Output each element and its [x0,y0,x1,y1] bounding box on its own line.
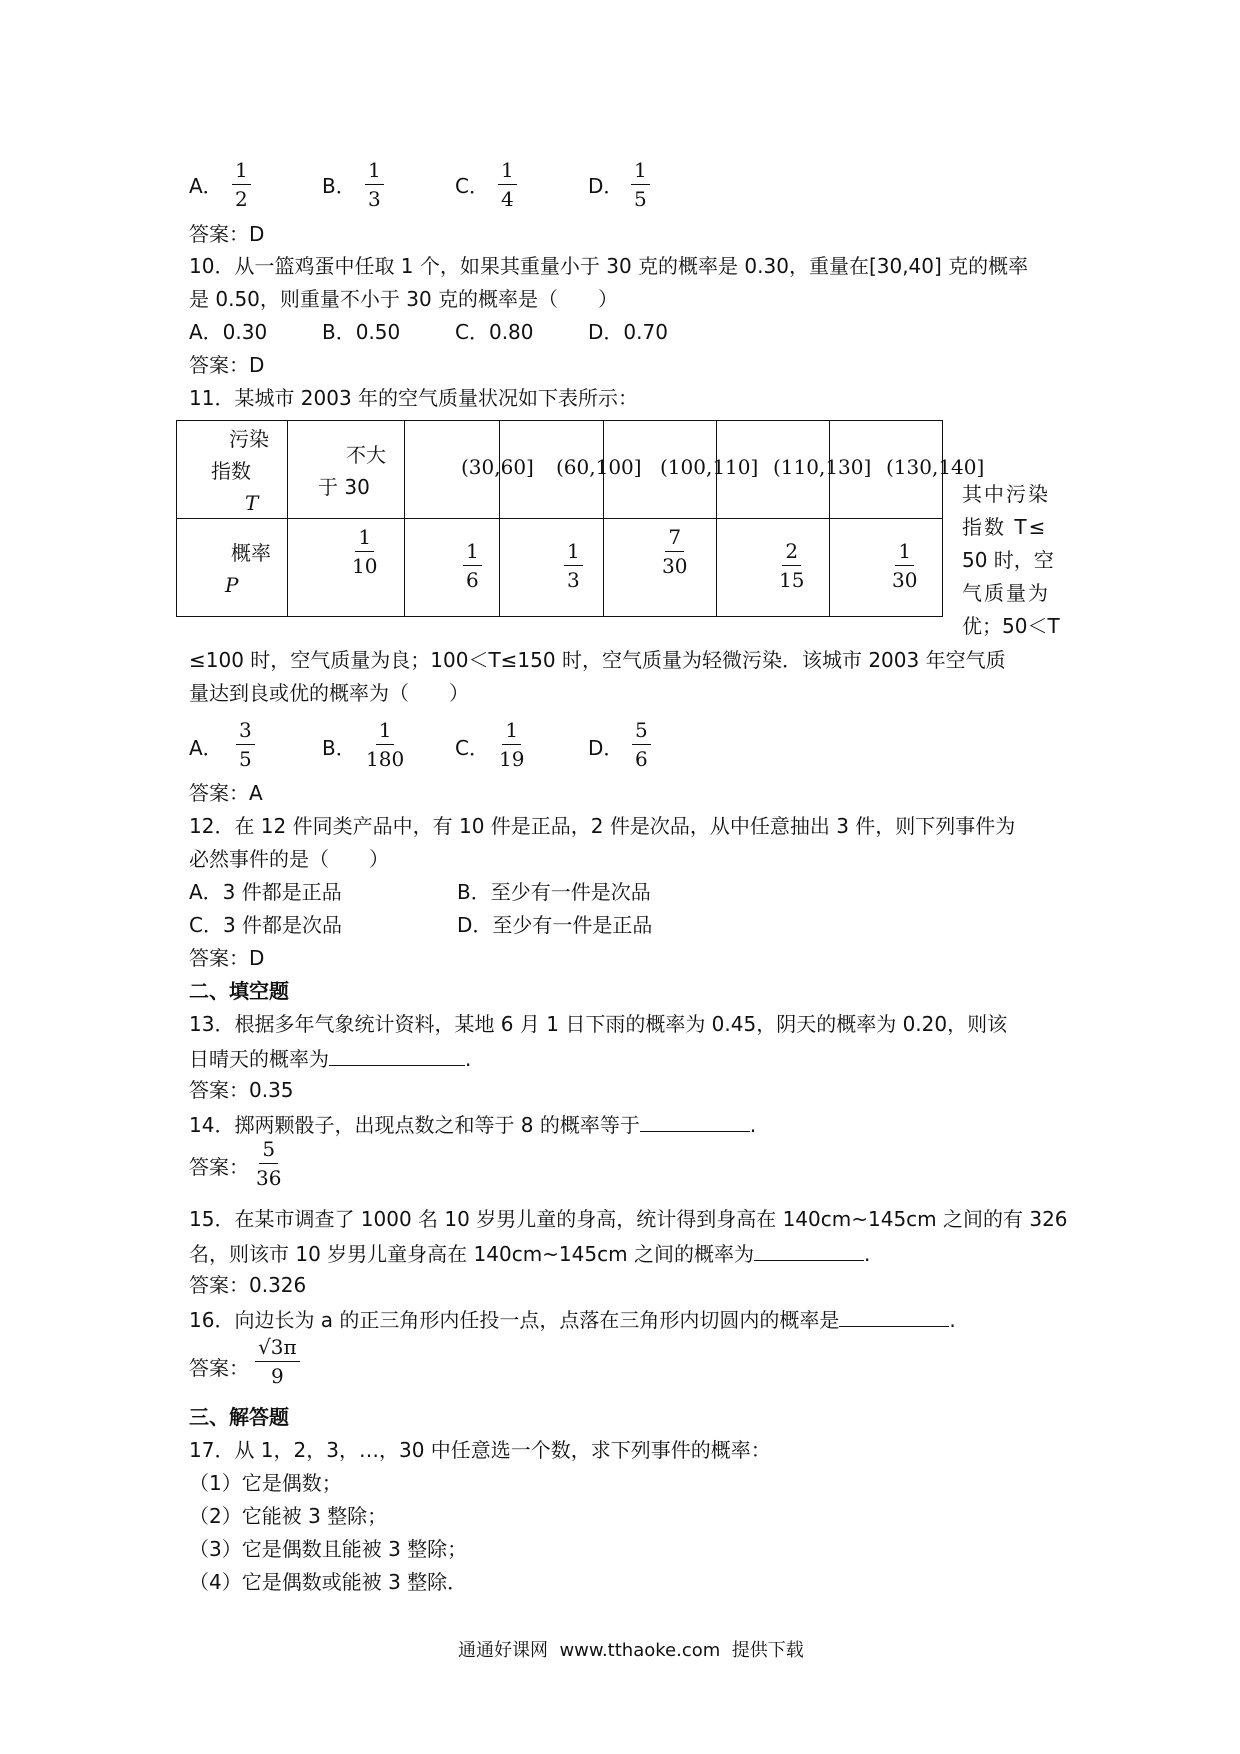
denominator: 3 [567,568,580,592]
range-label: (60,100] [556,455,642,479]
numerator: 1 [365,160,384,185]
denominator: 6 [635,747,648,771]
table-cell-probability [405,519,500,617]
q12-answer: 答案：D [189,946,265,970]
q17-item-4: （4）它是偶数或能被 3 整除． [189,1570,468,1594]
q13-stem-line2 [189,1047,471,1069]
side-line: 气质量为 [962,581,1050,605]
table-cell-range [830,421,985,519]
header-line: 指数 [211,459,251,483]
side-line: 50 时，空 [962,548,1054,572]
q9-option-d-letter: D． [588,174,624,198]
q9-option-b-letter: B． [322,174,356,198]
numerator: 1 [376,720,395,745]
q9-answer: 答案：D [189,222,265,246]
numerator: 1 [355,527,374,552]
q11-stem-line4: 量达到良或优的概率为（ ） [189,681,469,705]
side-line: 其中污染 [962,482,1050,506]
q12-option-b: B．至少有一件是次品 [457,880,651,904]
period: . [465,1047,472,1071]
stem-text: 名，则该市 10 岁男儿童身高在 140cm~145cm 之间的概率为 [189,1242,754,1266]
answer-blank [754,1242,864,1261]
numerator: 1 [631,160,650,185]
numerator: 1 [463,541,482,566]
numerator: 1 [232,160,251,185]
range-line: 于 30 [318,475,370,499]
probability-fraction [662,527,687,576]
q10-stem-line2: 是 0.50，则重量不小于 30 克的概率是（ ） [189,287,619,311]
footer-text: 通通好课网 www.tthaoke.com 提供下载 [458,1640,804,1661]
answer-blank [640,1113,750,1132]
q10-stem-line1: 10．从一篮鸡蛋中任取 1 个，如果其重量小于 30 克的概率是 0.30，重量在[30,40] 克的概率 [189,254,1029,278]
q15-answer: 答案：0.326 [189,1273,307,1297]
q11-option-b-fraction [366,720,404,769]
q11-option-a-letter: A． [189,736,223,760]
answer-blank [839,1308,949,1327]
section-heading-fill-in: 二、填空题 [189,979,289,1003]
probability-fraction [779,541,804,590]
q12-stem-line1: 12．在 12 件同类产品中，有 10 件是正品，2 件是次品，从中任意抽出 3 件，则下列事件为 [189,814,1016,838]
denominator: 10 [352,554,378,578]
table-cell-probability [717,519,830,617]
denominator: 180 [366,747,405,771]
range-label: (30,60] [461,455,534,479]
section-heading-solutions: 三、解答题 [189,1405,289,1429]
numerator: 7 [665,527,684,552]
denominator: 19 [499,747,525,771]
q16-answer-fraction [255,1337,300,1386]
side-line: 优；50＜T [962,614,1060,638]
q15-stem-line2 [189,1242,870,1264]
range-line: 不大 [346,443,386,467]
q15-stem-line1: 15．在某市调查了 1000 名 10 岁男儿童的身高，统计得到身高在 140cm~145cm 之间的有 326 [189,1207,1068,1231]
table-header-probability [177,519,288,617]
q16-stem [189,1308,956,1330]
q9-option-b-fraction [365,160,384,209]
q10-option-d: D．0.70 [588,320,668,344]
q11-option-b-letter: B． [322,736,356,760]
q11-option-d-letter: D． [588,736,624,760]
q12-option-c: C．3 件都是次品 [189,913,343,937]
q9-option-a-fraction [232,160,251,209]
period: . [749,1113,757,1137]
table-cell-probability [830,519,943,617]
q10-option-c: C．0.80 [455,320,534,344]
numerator: 1 [502,720,521,745]
table-header-index [177,421,288,519]
table-cell-range [288,421,405,519]
q13-stem-line1: 13．根据多年气象统计资料，某地 6 月 1 日下雨的概率为 0.45，阴天的概率为 0.20，则该 [189,1012,1008,1036]
denominator: 3 [368,187,381,211]
q12-option-d: D．至少有一件是正品 [457,913,653,937]
q11-stem-line3: ≤100 时，空气质量为良；100＜T≤150 时，空气质量为轻微污染．该城市 2003 年空气质 [189,648,1006,672]
period: . [949,1308,956,1332]
denominator: 15 [779,568,805,592]
header-line: 污染 [229,427,269,451]
denominator: 30 [892,568,918,592]
q14-answer-label: 答案： [189,1155,249,1179]
q13-answer: 答案：0.35 [189,1078,294,1102]
q9-option-c-fraction [498,160,517,209]
denominator: 4 [501,187,514,211]
q14-stem [189,1113,756,1135]
numerator: 1 [498,160,517,185]
q12-option-a: A．3 件都是正品 [189,880,342,904]
stem-text: 14．掷两颗骰子，出现点数之和等于 8 的概率等于 [189,1113,640,1137]
header-symbol-p: P [225,573,239,597]
range-label: (100,110] [660,455,759,479]
denominator: 6 [466,568,479,592]
q17-stem: 17．从 1，2，3，…，30 中任意选一个数，求下列事件的概率： [189,1438,771,1462]
period: . [863,1242,871,1266]
q11-option-a-fraction [236,720,255,769]
q10-answer: 答案：D [189,353,265,377]
numerator: 1 [895,541,914,566]
probability-fraction [564,541,583,590]
denominator: 5 [239,747,252,771]
denominator: 2 [235,187,248,211]
numerator: 3 [236,720,255,745]
q12-stem-line2: 必然事件的是（ ） [189,847,389,871]
numerator: 5 [259,1139,278,1164]
table-cell-range [717,421,872,519]
stem-text: 日晴天的概率为 [189,1047,329,1071]
q11-option-c-fraction [499,720,524,769]
q17-item-3: （3）它是偶数且能被 3 整除； [189,1537,468,1561]
header-line: 概率 [231,541,271,565]
table-cell-range [500,421,642,519]
air-quality-table [176,420,985,617]
table-cell-range [405,421,534,519]
denominator: 36 [256,1166,282,1190]
probability-fraction [352,527,377,576]
q9-option-a-letter: A． [189,174,223,198]
q11-option-c-letter: C． [455,736,489,760]
table-row-probability [177,519,943,617]
table-row-index [177,421,943,519]
q17-item-2: （2）它能被 3 整除； [189,1504,388,1528]
q17-item-1: （1）它是偶数； [189,1471,342,1495]
numerator: 1 [564,541,583,566]
numerator: 5 [632,720,651,745]
table-cell-probability [604,519,717,617]
range-label: (110,130] [773,455,872,479]
q9-option-c-letter: C． [455,174,489,198]
side-line: 指数 T≤ [962,515,1048,539]
probability-fraction [892,541,917,590]
denominator: 30 [662,554,688,578]
q16-answer-label: 答案： [189,1356,249,1380]
table-cell-range [604,421,759,519]
denominator: 9 [270,1364,284,1388]
numerator: √3π [255,1337,300,1362]
q10-option-b: B．0.50 [322,320,401,344]
q11-intro: 11．某城市 2003 年的空气质量状况如下表所示： [189,386,639,410]
range-label: (130,140] [886,455,985,479]
q9-option-d-fraction [631,160,650,209]
probability-fraction [463,541,482,590]
header-symbol-t: T [245,491,259,515]
q11-answer: 答案：A [189,781,263,805]
table-cell-probability [288,519,405,617]
q14-answer-fraction [256,1139,281,1188]
q11-option-d-fraction [632,720,651,769]
denominator: 5 [634,187,647,211]
stem-text: 16．向边长为 a 的正三角形内任投一点，点落在三角形内切圆内的概率是 [189,1308,840,1332]
answer-blank [329,1047,465,1066]
q10-option-a: A．0.30 [189,320,268,344]
numerator: 2 [782,541,801,566]
table-cell-probability [500,519,604,617]
